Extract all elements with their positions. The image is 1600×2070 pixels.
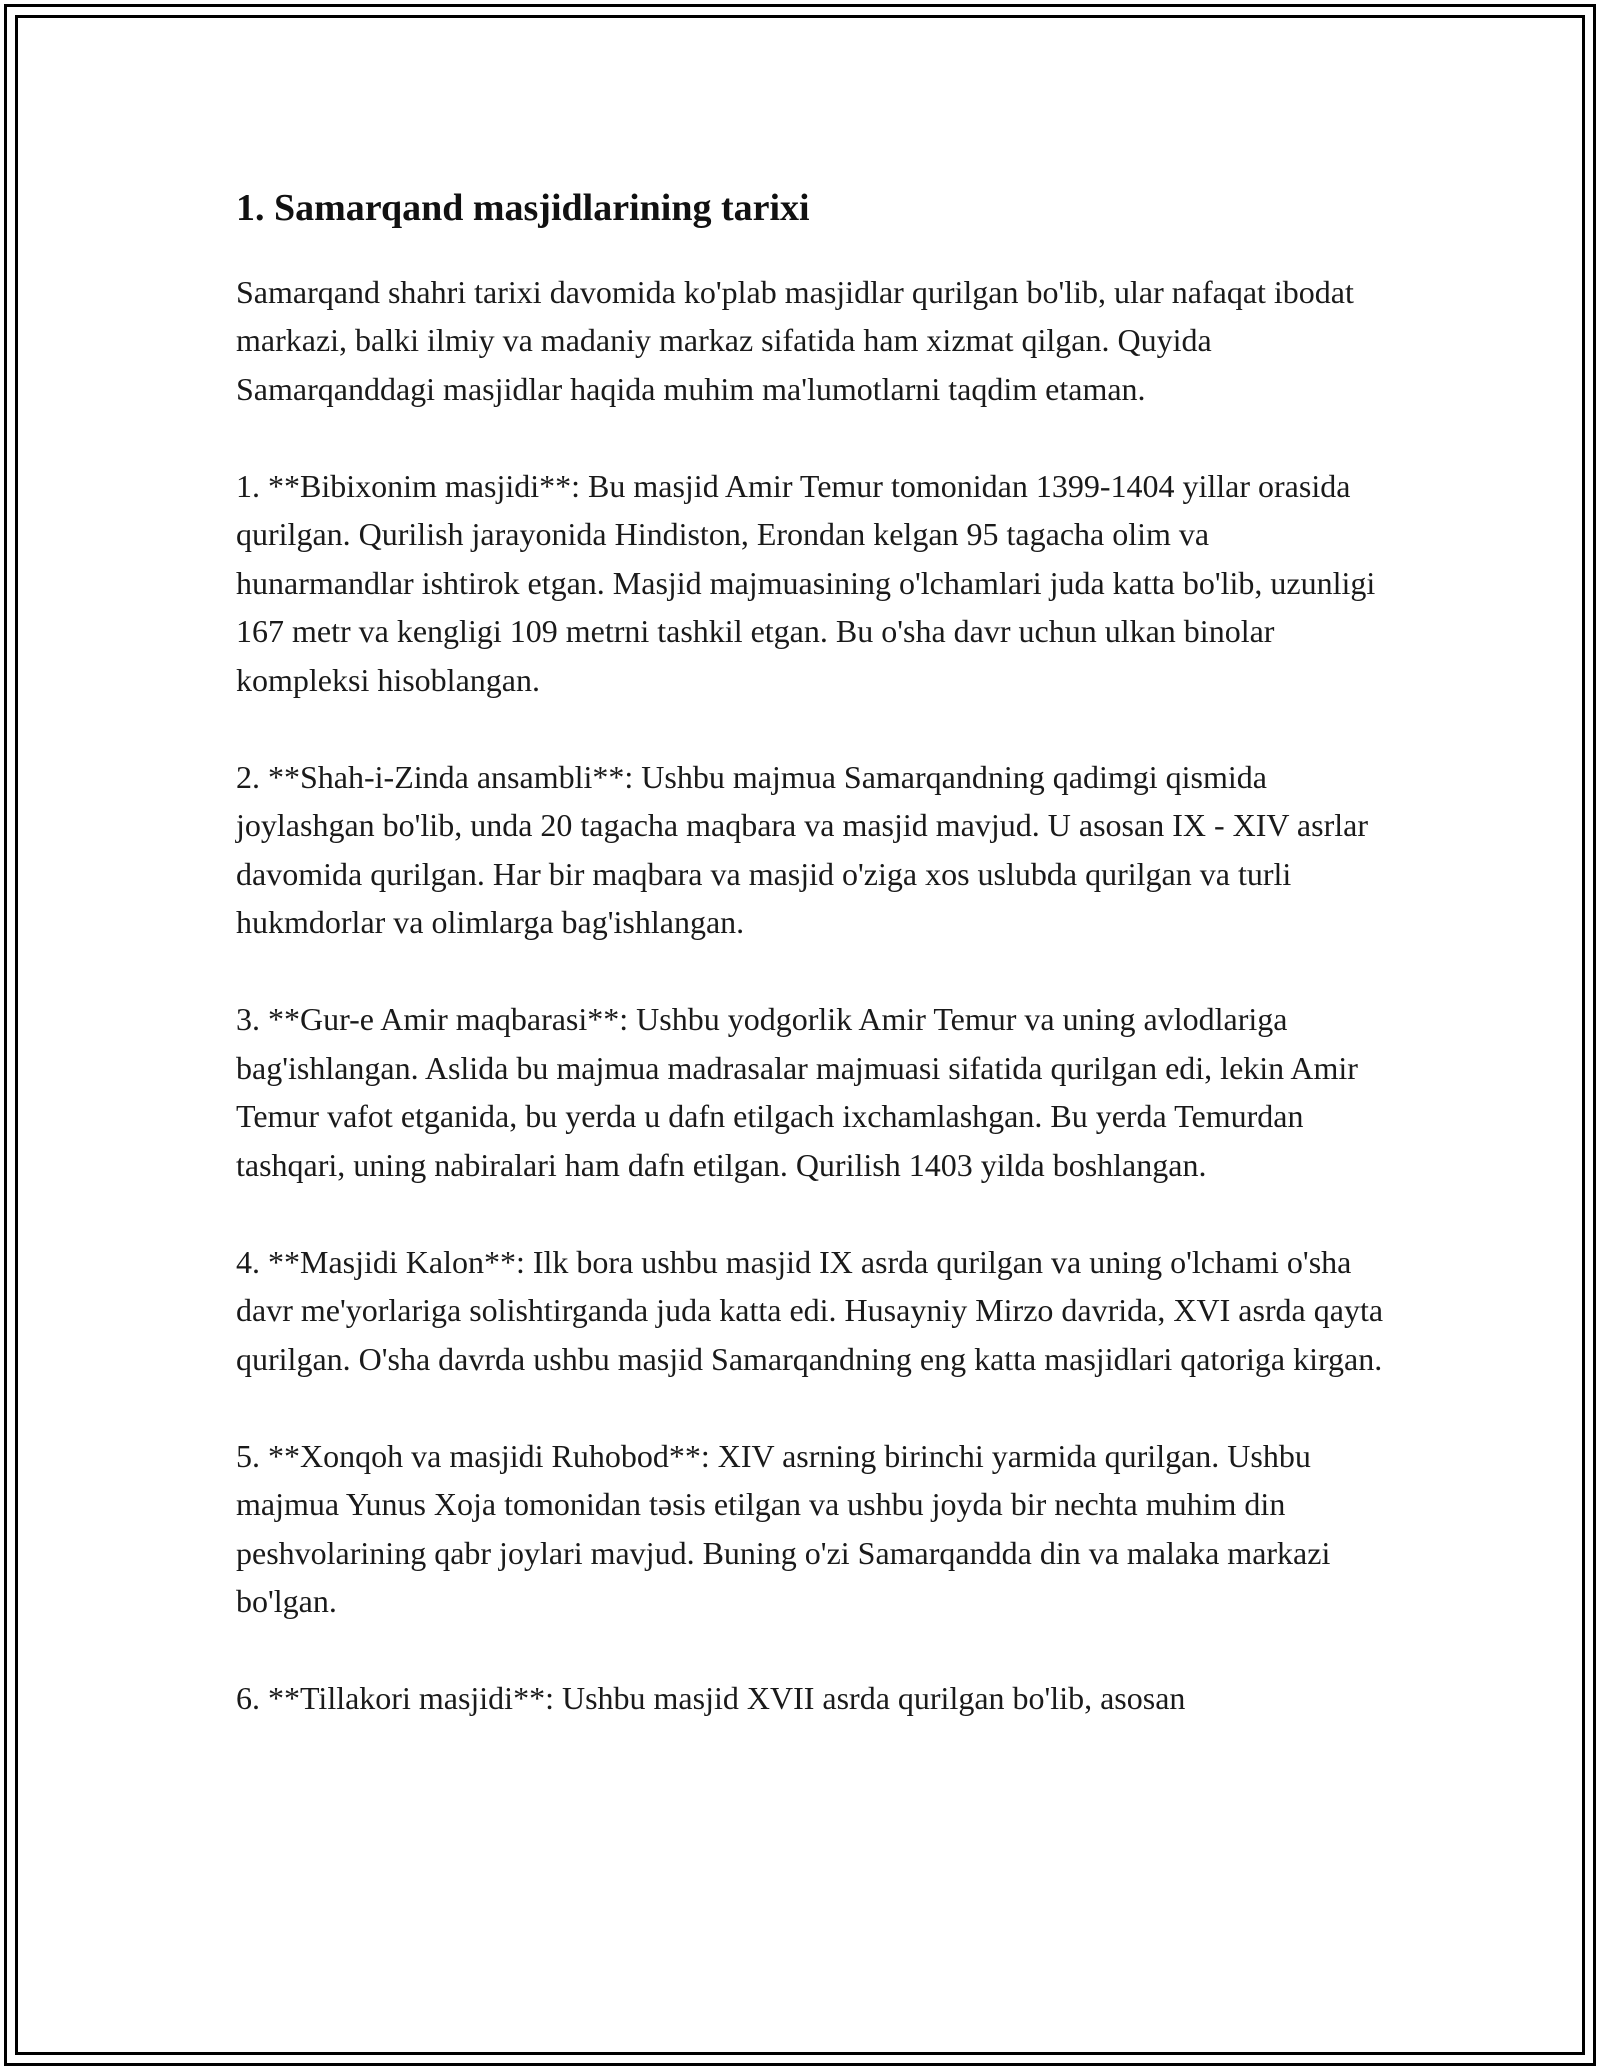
paragraph-masjidi-kalon: 4. **Masjidi Kalon**: Ilk bora ushbu masjid IX asrda qurilgan va uning o'lchami o'sha davr me'yorlariga solishtirganda juda katta edi. Husayniy Mirzo davrida, XVI asrda qayta qurilgan. O'sha davrda ushbu masjid Samarqandning eng katta masjidlari qatoriga kirgan. bbox=[236, 1243, 1384, 1377]
paragraph-shah-i-zinda: 2. **Shah-i-Zinda ansambli**: Ushbu majmua Samarqandning qadimgi qismida joylashgan bo'lib, unda 20 tagacha maqbara va masjid mavjud. U asosan IX - XIV asrlar davomida qurilgan. Har bir maqbara va masjid o'ziga xos uslubda qurilgan va turli hukmdorlar va olimlarga bag'ishlangan. bbox=[236, 758, 1368, 941]
intro-paragraph: Samarqand shahri tarixi davomida ko'plab masjidlar qurilgan bo'lib, ular nafaqat ibodat markazi, balki ilmiy va madaniy markaz sifatida ham xizmat qilgan. Quyida Samarqanddagi masjidlar haqida muhim ma'lumotlarni taqdim etaman. bbox=[236, 273, 1354, 407]
paragraph-ruhobod: 5. **Xonqoh va masjidi Ruhobod**: XIV asrning birinchi yarmida qurilgan. Ushbu majmua Yunus Xoja tomonidan təsis etilgan va ushbu joyda bir nechta muhim din peshvolarining qabr joylari mavjud. Buning o'zi Samarqandda din va malaka markazi bo'lgan. bbox=[236, 1437, 1331, 1620]
document-body bbox=[236, 186, 1386, 1771]
paragraph-gur-e-amir: 3. **Gur-e Amir maqbarasi**: Ushbu yodgorlik Amir Temur va uning avlodlariga bag'ishlangan. Aslida bu majmua madrasalar majmuasi sifatida qurilgan edi, lekin Amir Temur vafot etganida, bu yerda u dafn etilgach ixchamlashgan. Bu yerda Temurdan tashqari, uning nabiralari ham dafn etilgan. Qurilish 1403 yilda boshlangan. bbox=[236, 1001, 1358, 1183]
paragraph-tillakori: 6. **Tillakori masjidi**: Ushbu masjid XVII asrda qurilgan bo'lib, asosan bbox=[236, 1680, 1186, 1717]
paragraph-bibixonim: 1. **Bibixonim masjidi**: Bu masjid Amir Temur tomonidan 1399-1404 yillar orasida qurilgan. Qurilish jarayonida Hindiston, Erondan kelgan 95 tagacha olim va hunarmandlar ishtirok etgan. Masjid majmuasining o'lchamlari juda katta bo'lib, uzunligi 167 metr va kengligi 109 metrni tashkil etgan. Bu o'sha davr uchun ulkan binolar kompleksi hisoblangan. bbox=[236, 467, 1376, 698]
page-title: 1. Samarqand masjidlarining tarixi bbox=[236, 187, 810, 229]
